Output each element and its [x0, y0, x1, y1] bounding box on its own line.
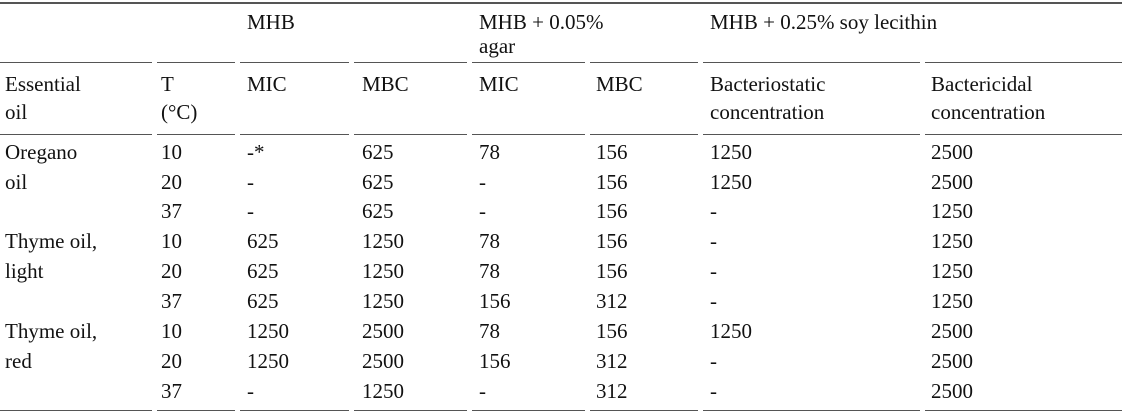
group-header-mhb-agar: MHB + 0.05% — [479, 10, 604, 34]
cell-mic-agar: - — [479, 199, 486, 223]
cell-bactericidal: 2500 — [931, 170, 973, 194]
oil-label-thyme-red: Thyme oil, — [5, 319, 98, 343]
table-top-rule — [0, 2, 1122, 4]
cell-bacteriostatic: 1250 — [710, 170, 752, 194]
cell-temperature: 37 — [161, 379, 182, 403]
cell-bactericidal: 2500 — [931, 140, 973, 164]
cell-mic-agar: 78 — [479, 319, 500, 343]
cell-bacteriostatic: - — [710, 259, 717, 283]
cell-bactericidal: 2500 — [931, 379, 973, 403]
column-header-essential-oil: Essential — [5, 72, 81, 96]
cell-temperature: 10 — [161, 319, 182, 343]
cell-bactericidal: 1250 — [931, 199, 973, 223]
cell-bactericidal: 1250 — [931, 259, 973, 283]
column-header-essential-oil-line2: oil — [5, 100, 28, 124]
cell-bacteriostatic: - — [710, 379, 717, 403]
cell-mbc-mhb: 625 — [362, 170, 394, 194]
oil-label-thyme-light-line2: light — [5, 259, 44, 283]
cell-temperature: 20 — [161, 170, 182, 194]
cell-mic-mhb: 1250 — [247, 319, 289, 343]
oil-label-oregano-line2: oil — [5, 170, 28, 194]
cell-mic-agar: - — [479, 379, 486, 403]
cell-mbc-mhb: 1250 — [362, 289, 404, 313]
cell-mic-mhb: 1250 — [247, 349, 289, 373]
group-header-mhb-agar-line2: agar — [479, 34, 516, 58]
cell-bacteriostatic: - — [710, 289, 717, 313]
cell-mic-mhb: 625 — [247, 259, 279, 283]
cell-mic-mhb: -* — [247, 140, 265, 164]
cell-mic-agar: 78 — [479, 259, 500, 283]
cell-bacteriostatic: - — [710, 229, 717, 253]
cell-mbc-agar: 156 — [596, 170, 628, 194]
column-header-mic-mhb: MIC — [247, 72, 287, 96]
cell-mic-mhb: - — [247, 199, 254, 223]
column-header-temperature: T — [161, 72, 174, 96]
cell-bactericidal: 1250 — [931, 289, 973, 313]
oil-label-thyme-light: Thyme oil, — [5, 229, 98, 253]
cell-mbc-agar: 156 — [596, 259, 628, 283]
cell-bacteriostatic: - — [710, 199, 717, 223]
cell-mbc-mhb: 625 — [362, 140, 394, 164]
cell-mic-agar: 156 — [479, 289, 511, 313]
cell-temperature: 20 — [161, 349, 182, 373]
cell-temperature: 10 — [161, 229, 182, 253]
column-header-bacteriostatic-line2: concentration — [710, 100, 825, 124]
cell-bacteriostatic: 1250 — [710, 319, 752, 343]
cell-mbc-mhb: 1250 — [362, 259, 404, 283]
cell-mic-agar: - — [479, 170, 486, 194]
cell-mbc-mhb: 2500 — [362, 319, 404, 343]
oil-label-oregano: Oregano — [5, 140, 78, 164]
cell-mbc-agar: 312 — [596, 379, 628, 403]
cell-bactericidal: 2500 — [931, 349, 973, 373]
column-header-bactericidal-line2: concentration — [931, 100, 1046, 124]
cell-mic-agar: 156 — [479, 349, 511, 373]
cell-temperature: 10 — [161, 140, 182, 164]
cell-temperature: 37 — [161, 199, 182, 223]
column-header-bacteriostatic: Bacteriostatic — [710, 72, 826, 96]
cell-mic-agar: 78 — [479, 229, 500, 253]
cell-mbc-agar: 312 — [596, 289, 628, 313]
group-header-mhb: MHB — [247, 10, 295, 34]
cell-mic-mhb: - — [247, 379, 254, 403]
cell-mic-mhb: 625 — [247, 229, 279, 253]
cell-mbc-agar: 312 — [596, 349, 628, 373]
cell-bacteriostatic: 1250 — [710, 140, 752, 164]
cell-mbc-agar: 156 — [596, 319, 628, 343]
column-header-temperature-line2: (°C) — [161, 100, 198, 124]
cell-mic-mhb: 625 — [247, 289, 279, 313]
column-header-bactericidal: Bactericidal — [931, 72, 1033, 96]
cell-bactericidal: 1250 — [931, 229, 973, 253]
cell-mbc-mhb: 2500 — [362, 349, 404, 373]
column-header-mbc-mhb: MBC — [362, 72, 409, 96]
cell-mic-mhb: - — [247, 170, 254, 194]
group-header-mhb-lecithin: MHB + 0.25% soy lecithin — [710, 10, 938, 34]
cell-temperature: 37 — [161, 289, 182, 313]
cell-temperature: 20 — [161, 259, 182, 283]
oil-label-thyme-red-line2: red — [5, 349, 32, 373]
cell-mbc-agar: 156 — [596, 229, 628, 253]
cell-mbc-agar: 156 — [596, 140, 628, 164]
cell-mbc-mhb: 1250 — [362, 229, 404, 253]
cell-mbc-agar: 156 — [596, 199, 628, 223]
cell-mbc-mhb: 625 — [362, 199, 394, 223]
cell-bacteriostatic: - — [710, 349, 717, 373]
cell-mbc-mhb: 1250 — [362, 379, 404, 403]
cell-bactericidal: 2500 — [931, 319, 973, 343]
cell-mic-agar: 78 — [479, 140, 500, 164]
column-header-mbc-agar: MBC — [596, 72, 643, 96]
column-header-mic-agar: MIC — [479, 72, 519, 96]
